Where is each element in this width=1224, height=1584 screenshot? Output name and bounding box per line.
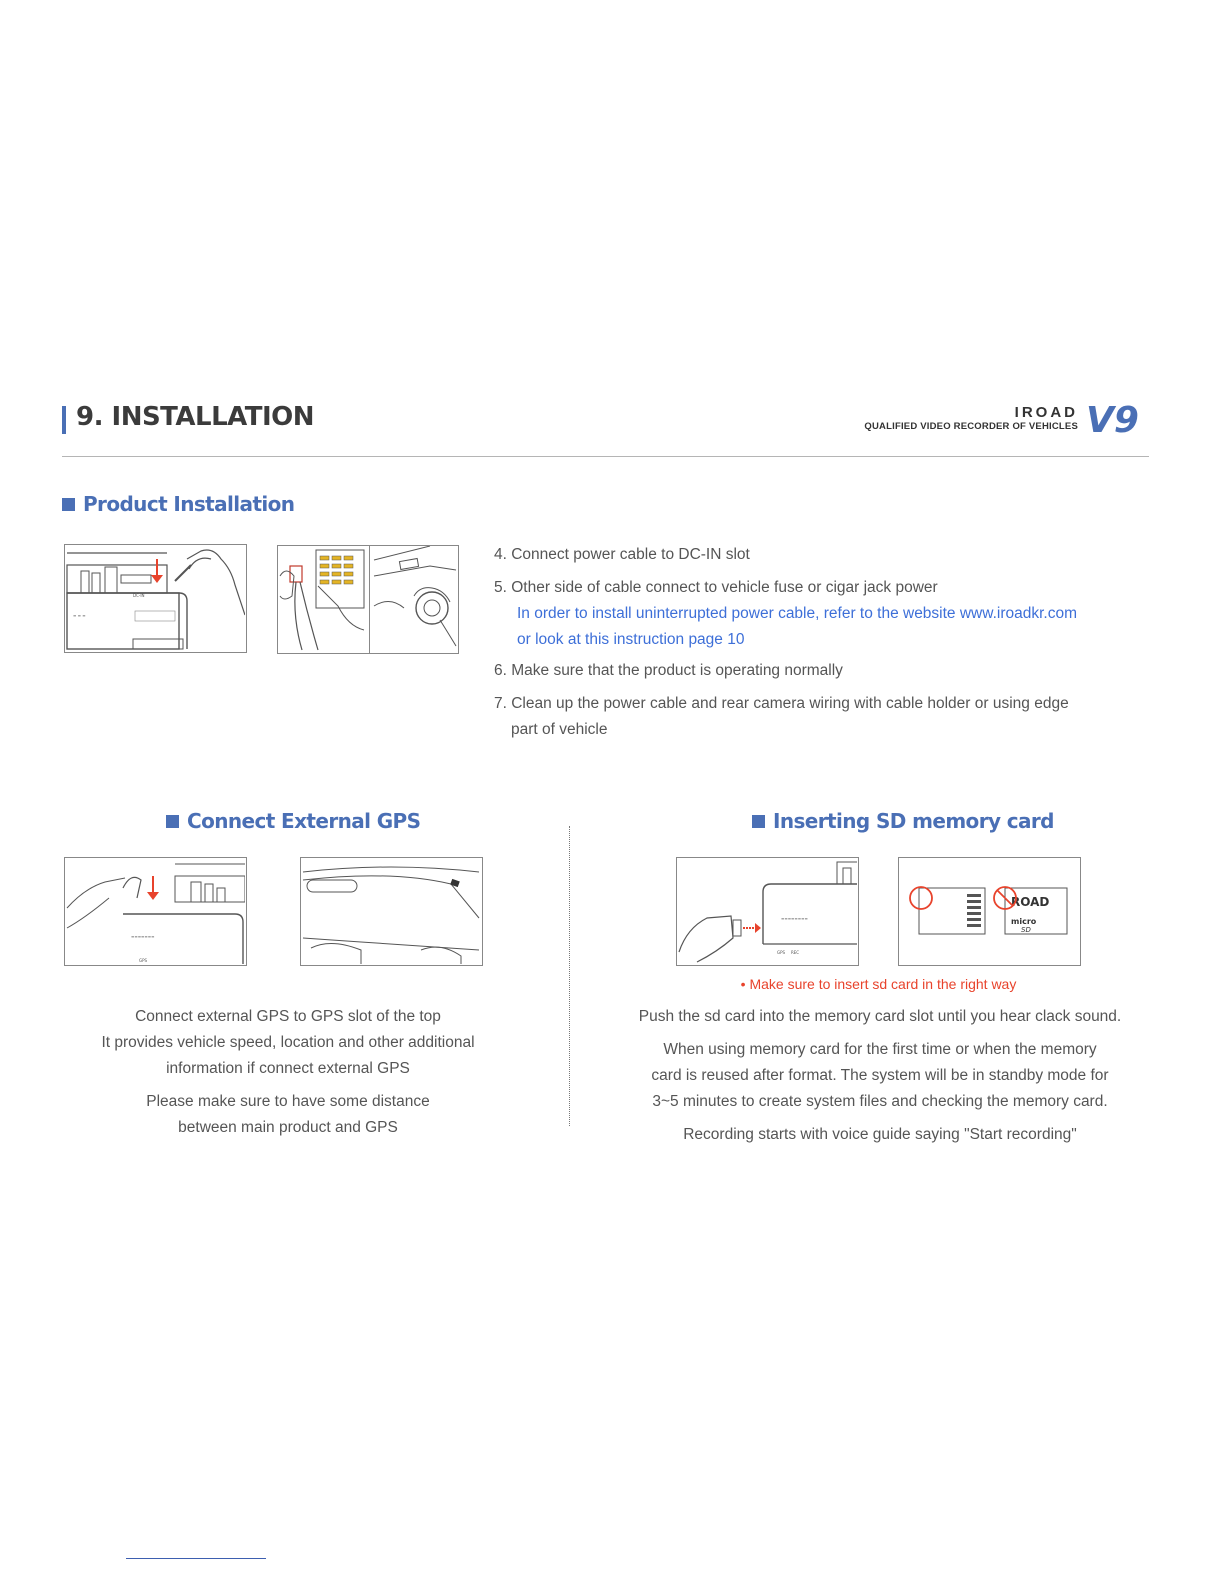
heading-text: Connect External GPS [187,809,421,833]
gps-note2: between main product and GPS [178,1119,398,1136]
step-5-note-line2: or look at this instruction page 10 [517,631,745,648]
brand-name: IROAD [1014,404,1078,421]
dc-in-label: DC-IN [133,593,145,598]
sd-line2: When using memory card for the first time or when the memory [663,1041,1097,1058]
svg-text:≡≡≡≡≡≡≡: ≡≡≡≡≡≡≡ [131,934,155,939]
figure-fuse-box [277,545,370,654]
heading-text: Inserting SD memory card [773,809,1054,833]
title-accent-bar [62,406,66,434]
figure-cigar-jack [369,545,459,654]
correct-orientation-icon [910,887,932,909]
gps-line2: It provides vehicle speed, location and other additional [101,1034,475,1051]
section-product-installation-heading [62,492,294,516]
sd-line4: 3~5 minutes to create system files and checking the memory card. [652,1093,1108,1110]
sd-card-sd: SD [1021,926,1031,934]
heading-text: Product Installation [83,492,295,516]
heading-square-icon [166,815,179,828]
step-6: 6. Make sure that the product is operating normally [494,662,843,679]
svg-text:≡≡≡≡≡≡≡≡: ≡≡≡≡≡≡≡≡ [781,916,808,921]
gps-note1: Please make sure to have some distance [146,1093,430,1110]
svg-text:≡ ≡ ≡: ≡ ≡ ≡ [73,613,86,618]
header-divider [62,456,1149,457]
section-sd-heading [752,809,1054,833]
gps-port-label: GPS [139,958,148,963]
sd-line1: Push the sd card into the memory card slot until you hear clack sound. [638,1008,1122,1025]
section-gps-heading [166,809,420,833]
figure-dc-in-plug [64,544,247,653]
gps-line3: information if connect external GPS [166,1060,410,1077]
sd-line5: Recording starts with voice guide saying "Start recording" [683,1126,1077,1143]
step-5-note-line1: In order to install uninterrupted power cable, refer to the website www.iroadkr.com [517,605,1077,622]
brand-block [864,404,1078,432]
figure-sd-insert [676,857,859,966]
sd-card-brand: ROAD [1011,895,1050,909]
heading-square-icon [752,815,765,828]
page-title: 9. INSTALLATION [76,402,315,432]
sd-gps-label: GPS [777,950,786,955]
figure-sd-orientation [898,857,1081,966]
brand-model-text: V9 [1086,400,1139,436]
step-5: 5. Other side of cable connect to vehicle fuse or cigar jack power [494,579,938,596]
figure-gps-plug [64,857,247,966]
brand-tagline: QUALIFIED VIDEO RECORDER OF VEHICLES [864,421,1078,432]
gps-line1: Connect external GPS to GPS slot of the top [135,1008,441,1025]
figure-windshield-gps [300,857,483,966]
footer-link-underline [126,1558,266,1559]
sd-warning: • Make sure to insert sd card in the right way [740,976,1017,992]
column-divider [569,826,570,1126]
step-7-cont: part of vehicle [511,721,608,738]
heading-square-icon [62,498,75,511]
step-4: 4. Connect power cable to DC-IN slot [494,546,750,563]
sd-card-micro: micro [1011,917,1037,926]
sd-rec-label: REC [791,950,800,955]
brand-logo [1084,400,1150,436]
step-7: 7. Clean up the power cable and rear camera wiring with cable holder or using edge [494,695,1069,712]
sd-line3: card is reused after format. The system will be in standby mode for [651,1067,1109,1084]
